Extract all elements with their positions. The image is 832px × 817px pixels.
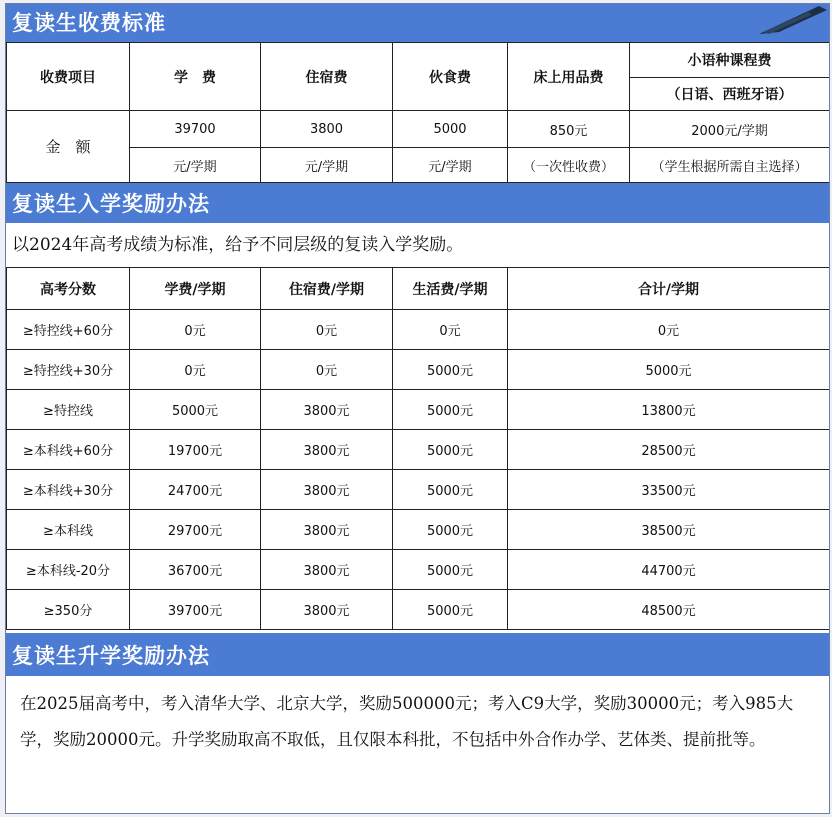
cell-living: 5000元: [393, 470, 508, 510]
cell-total: 28500元: [508, 430, 830, 470]
header-tuition-term: 学费/学期: [130, 268, 261, 310]
value-food: 5000: [393, 111, 508, 148]
table-row: [7, 470, 830, 510]
cell-score: ≥本科线: [7, 510, 130, 550]
cell-dorm: 3800元: [261, 510, 393, 550]
cell-score: ≥350分: [7, 590, 130, 630]
cell-dorm: 3800元: [261, 430, 393, 470]
table-row: [7, 590, 830, 630]
cell-living: 5000元: [393, 590, 508, 630]
cell-dorm: 3800元: [261, 550, 393, 590]
cell-tuition: 39700元: [130, 590, 261, 630]
header-item: 收费项目: [7, 43, 130, 111]
header-score: 高考分数: [7, 268, 130, 310]
pen-nib-decoration-icon: [749, 4, 829, 40]
section-title-promotion-text: 复读生升学奖励办法: [12, 643, 210, 668]
value-dorm: 3800: [261, 111, 393, 148]
cell-living: 5000元: [393, 430, 508, 470]
cell-living: 5000元: [393, 550, 508, 590]
section-title-admission-text: 复读生入学奖励办法: [12, 191, 210, 216]
cell-dorm: 3800元: [261, 470, 393, 510]
cell-total: 13800元: [508, 390, 830, 430]
table-row: [7, 390, 830, 430]
cell-total: 5000元: [508, 350, 830, 390]
header-living-term: 生活费/学期: [393, 268, 508, 310]
cell-tuition: 5000元: [130, 390, 261, 430]
cell-total: 33500元: [508, 470, 830, 510]
unit-food: 元/学期: [393, 148, 508, 183]
fee-document: [5, 3, 830, 814]
header-dorm-term: 住宿费/学期: [261, 268, 393, 310]
unit-bedding: （一次性收费）: [508, 148, 630, 183]
cell-score: ≥本科线+60分: [7, 430, 130, 470]
header-language-sub: （日语、西班牙语）: [630, 78, 830, 111]
table-row: [7, 350, 830, 390]
section-title-fees-text: 复读生收费标准: [12, 10, 166, 35]
cell-living: 5000元: [393, 350, 508, 390]
cell-dorm: 0元: [261, 350, 393, 390]
cell-dorm: 3800元: [261, 390, 393, 430]
cell-living: 5000元: [393, 510, 508, 550]
cell-tuition: 19700元: [130, 430, 261, 470]
cell-tuition: 29700元: [130, 510, 261, 550]
cell-dorm: 3800元: [261, 590, 393, 630]
amount-label: 金 额: [7, 111, 130, 183]
cell-living: 5000元: [393, 390, 508, 430]
value-tuition: 39700: [130, 111, 261, 148]
cell-score: ≥本科线+30分: [7, 470, 130, 510]
cell-living: 0元: [393, 310, 508, 350]
table-row: [7, 430, 830, 470]
admission-intro: 以2024年高考成绩为标准，给予不同层级的复读入学奖励。: [12, 235, 464, 255]
value-language: 2000元/学期: [630, 111, 830, 148]
cell-total: 0元: [508, 310, 830, 350]
unit-language: （学生根据所需自主选择）: [630, 148, 830, 183]
section-title-promotion: [6, 633, 829, 676]
cell-score: ≥特控线+60分: [7, 310, 130, 350]
header-total-term: 合计/学期: [508, 268, 830, 310]
section-title-admission: [6, 183, 829, 223]
cell-total: 38500元: [508, 510, 830, 550]
cell-score: ≥特控线: [7, 390, 130, 430]
section-title-fees: [6, 4, 829, 42]
header-food: 伙食费: [393, 43, 508, 111]
promotion-text: 在2025届高考中，考入清华大学、北京大学，奖励500000元；考入C9大学，奖励30000元；考入985大学，奖励20000元。升学奖励取高不取低，且仅限本科批，不包括中外合作办学、艺体类、提前批等。: [20, 694, 794, 749]
cell-score: ≥本科线-20分: [7, 550, 130, 590]
header-dorm: 住宿费: [261, 43, 393, 111]
fee-table: [6, 42, 830, 183]
table-row: [7, 550, 830, 590]
header-language: 小语种课程费: [630, 43, 830, 78]
header-tuition: 学 费: [130, 43, 261, 111]
value-bedding: 850元: [508, 111, 630, 148]
cell-dorm: 0元: [261, 310, 393, 350]
unit-tuition: 元/学期: [130, 148, 261, 183]
table-row: [7, 310, 830, 350]
unit-dorm: 元/学期: [261, 148, 393, 183]
cell-total: 48500元: [508, 590, 830, 630]
admission-table: [6, 267, 830, 630]
cell-tuition: 0元: [130, 350, 261, 390]
header-bedding: 床上用品费: [508, 43, 630, 111]
cell-score: ≥特控线+30分: [7, 350, 130, 390]
table-row: [7, 510, 830, 550]
cell-tuition: 24700元: [130, 470, 261, 510]
cell-total: 44700元: [508, 550, 830, 590]
cell-tuition: 36700元: [130, 550, 261, 590]
cell-tuition: 0元: [130, 310, 261, 350]
